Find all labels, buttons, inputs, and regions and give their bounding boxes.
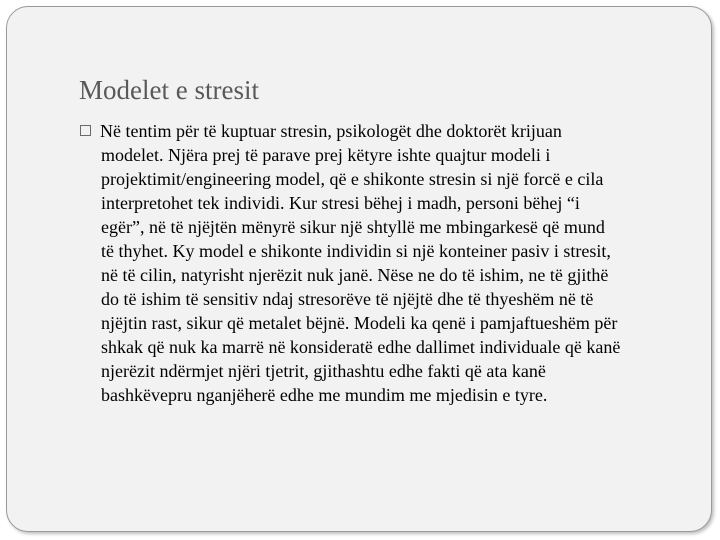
body-line-8: do të ishim të sensitiv ndaj stresorëve të njëjtë dhe të thyeshëm në të xyxy=(101,289,594,309)
body-line-10: shkak që nuk ka marrë në konsideratë edhe dallimet individuale që kanë xyxy=(101,337,621,357)
body-line-3: projektimit/engineering model, që e shikonte stresin si një forcë e cila xyxy=(101,169,604,189)
body-line-5: egër”, në të njëjtën mënyrë sikur një shtyllë me mbingarkesë që mund xyxy=(101,217,605,237)
slide-title: Modelet e stresit xyxy=(79,75,259,105)
body-line-1: Në tentim për të kuptuar stresin, psikologët dhe doktorët krijuan xyxy=(100,121,562,141)
body-line-7: në të cilin, natyrisht njerëzit nuk janë. Nëse ne do të ishim, ne të gjithë xyxy=(101,265,609,285)
hollow-square-bullet-icon xyxy=(80,125,91,136)
body-line-6: të thyhet. Ky model e shikonte individin si një konteiner pasiv i stresit, xyxy=(101,241,611,261)
body-line-11: njerëzit ndërmjet njëri tjetrit, gjithashtu edhe fakti që ata kanë xyxy=(101,361,546,381)
body-line-12: bashkëvepru nganjëherë edhe me mundim me mjedisin e tyre. xyxy=(101,385,548,405)
body-line-4: interpretohet tek individi. Kur stresi bëhej i madh, personi bëhej “i xyxy=(101,193,580,213)
body-line-9: njëjtin rast, sikur që metalet bëjnë. Modeli ka qenë i pamjaftueshëm për xyxy=(101,313,618,333)
body-line-2: modelet. Njëra prej të parave prej këtyre ishte quajtur modeli i xyxy=(101,145,551,165)
